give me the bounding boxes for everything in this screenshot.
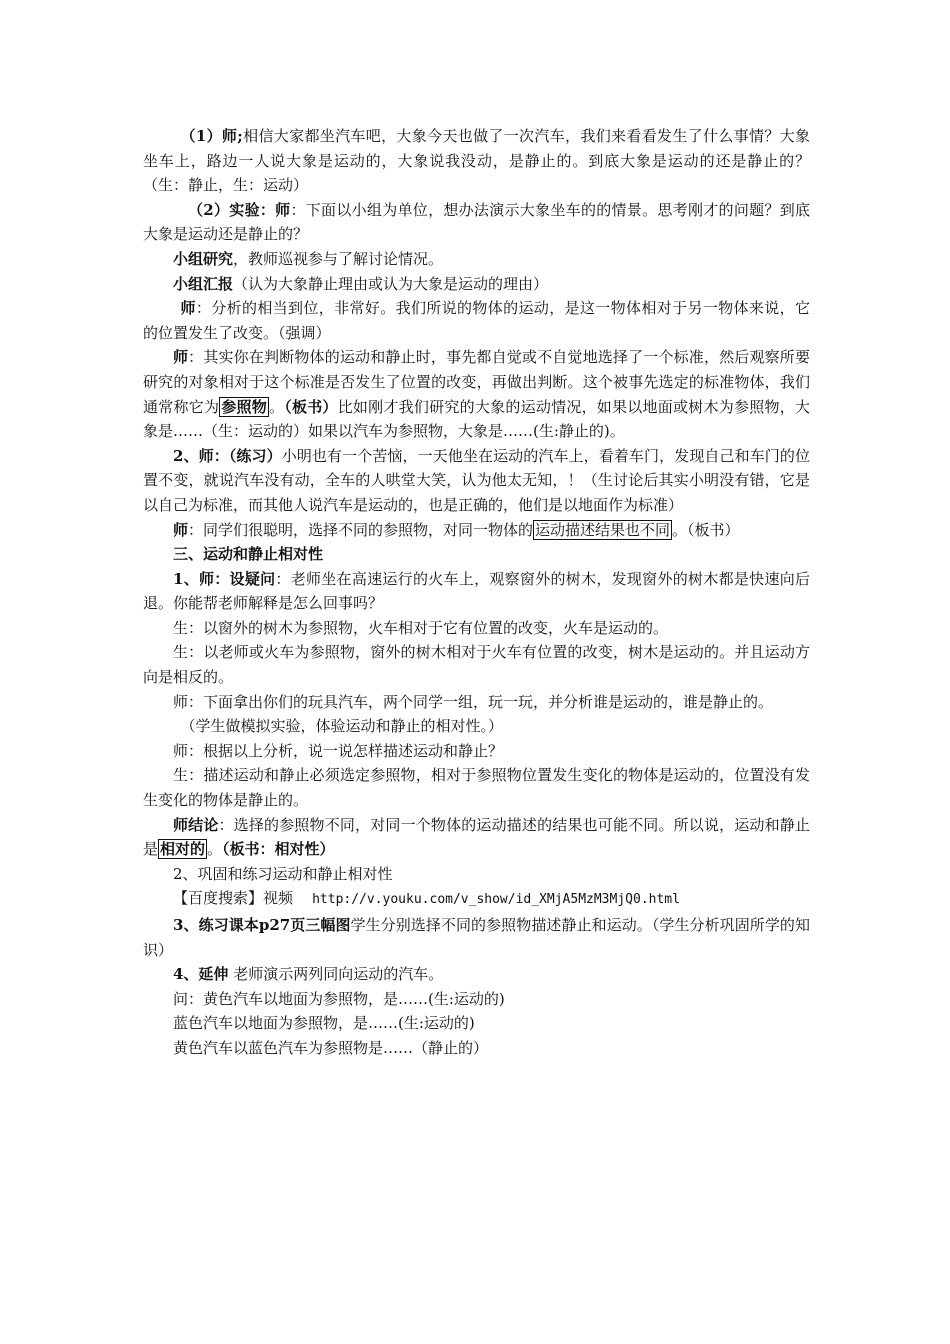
paragraph-text: ：老师坐在高速运行的火车上，观察窗外的树木，发现窗外的树木都是快速向后退。你能帮老师解释是怎么回事吗？ bbox=[143, 569, 810, 613]
section-heading bbox=[143, 542, 810, 567]
paragraph-text: 学生分别选择不同的参照物描述静止和运动。（学生分析巩固所学的知识） bbox=[143, 916, 810, 959]
paragraph-text: 。 bbox=[268, 397, 285, 416]
paragraph-group-report bbox=[143, 272, 810, 297]
paragraph-student-answer-1: 生：以窗外的树木为参照物，火车相对于它有位置的改变，火车是运动的。 bbox=[173, 618, 669, 637]
bold-label: 1、师：设疑问 bbox=[173, 569, 276, 588]
bold-label-practice: （练习） bbox=[228, 446, 282, 465]
paragraph-experiment bbox=[143, 198, 810, 247]
paragraph-question-yellow-car: 问：黄色汽车以地面为参照物，是……(生:运动的) bbox=[173, 989, 505, 1008]
paragraph-blue-car: 蓝色汽车以地面为参照物，是……(生:运动的) bbox=[173, 1014, 475, 1033]
bold-label: 师 bbox=[173, 520, 189, 539]
bold-label: 3、练习课本p27页三幅图 bbox=[173, 916, 351, 934]
bold-label: 师结论 bbox=[173, 815, 219, 834]
paragraph-text: 老师演示两列同向运动的汽车。 bbox=[228, 965, 444, 984]
bold-label: （1）师; bbox=[180, 127, 243, 145]
bold-label-board: （板书：相对性） bbox=[222, 840, 335, 859]
bold-label: （2）实验：师 bbox=[188, 200, 291, 219]
paragraph-text: 比如刚才我们研究的大象的运动情况，如果以地面或树木为参照物，大象是……（生：运动的）如果以汽车为参照物，大象是……(生:静止的)。 bbox=[143, 397, 810, 441]
bold-label: 2、师： bbox=[173, 446, 229, 465]
paragraph-consolidate: 2、巩固和练习运动和静止相对性 bbox=[173, 864, 393, 883]
paragraph-text: ：分析的相当到位，非常好。我们所说的物体的运动，是这一物体相对于另一物体来说，它的位置发生了改变。（强调） bbox=[143, 299, 810, 342]
paragraph-simulation: （学生做模拟实验，体验运动和静止的相对性。） bbox=[180, 717, 504, 736]
paragraph-question bbox=[143, 567, 810, 616]
paragraph-text: 。 bbox=[207, 840, 223, 859]
paragraph-teacher-analysis bbox=[143, 296, 810, 345]
paragraph-teacher-question: 师：根据以上分析，说一说怎样描述运动和静止？ bbox=[173, 741, 504, 760]
paragraph-reference-object bbox=[143, 345, 810, 443]
boxed-term-reference-object: 参照物 bbox=[221, 397, 267, 416]
boxed-term-result-differs: 运动描述结果也不同 bbox=[535, 520, 671, 539]
paragraph-extension bbox=[143, 962, 810, 987]
paragraph-text: ：下面以小组为单位，想办法演示大象坐车的的情景。思考刚才的问题？到底大象是运动还是静止的？ bbox=[143, 200, 810, 244]
paragraph-text: ，教师巡视参与了解讨论情况。 bbox=[233, 249, 444, 268]
paragraph-teacher-conclusion bbox=[143, 813, 810, 862]
paragraph-text: （认为大象静止理由或认为大象是运动的理由） bbox=[233, 274, 549, 293]
bold-label: 师 bbox=[180, 299, 196, 318]
paragraph-student-describe: 生：描述运动和静止必须选定参照物，相对于参照物位置发生变化的物体是运动的，位置没有发生变化的物体是静止的。 bbox=[143, 766, 810, 810]
bold-label: 小组研究 bbox=[173, 249, 234, 268]
boxed-term-relative: 相对的 bbox=[160, 840, 206, 859]
paragraph-student-answer-2: 生：以老师或火车为参照物，窗外的树木相对于火车有位置的改变，树木是运动的。并且运动方向是相反的。 bbox=[143, 643, 810, 687]
paragraph-text: ：其实你在判断物体的运动和静止时，事先都自觉或不自觉地选择了一个标准，然后观察所要研究的对象相对于这个标准是否发生了位置的改变，再做出判断。这个被事先选定的标准物体，我们通常称它为 bbox=[143, 348, 810, 416]
document-page bbox=[143, 124, 810, 1061]
paragraph-textbook-practice bbox=[143, 913, 810, 962]
bold-label: 师 bbox=[173, 348, 189, 367]
paragraph-text: ：选择的参照物不同，对同一个物体的运动描述的结果也可能不同。所以说，运动和静止是 bbox=[143, 815, 810, 859]
bold-label-board: （板书） bbox=[284, 397, 338, 416]
paragraph-text: 【百度搜索】视频 bbox=[173, 889, 294, 908]
paragraph-video-link bbox=[143, 886, 810, 913]
video-url-link[interactable]: http://v.youku.com/v_show/id_XMjA5MzM3MjQ0.html bbox=[312, 892, 680, 908]
paragraph-text: 。（板书） bbox=[672, 520, 740, 539]
bold-label: 4、延伸 bbox=[173, 965, 229, 984]
paragraph-yellow-vs-blue: 黄色汽车以蓝色汽车为参照物是……（静止的） bbox=[173, 1038, 489, 1057]
bold-label: 小组汇报 bbox=[173, 274, 234, 293]
paragraph-teacher-summary bbox=[143, 518, 810, 543]
paragraph-text: ：同学们很聪明，选择不同的参照物，对同一物体的 bbox=[188, 520, 534, 539]
paragraph-text: 小明也有一个苦恼，一天他坐在运动的汽车上，看着车门，发现自己和车门的位置不变，就说汽车没有动，全车的人哄堂大笑，认为他太无知，！（生讨论后其实小明没有错，它是以自己为标准，而其他人说汽车是运动的，也是正确的，他们是以地面作为标准） bbox=[143, 446, 810, 514]
paragraph-practice-xiaoming bbox=[143, 444, 810, 518]
paragraph-teacher-toy-car: 师：下面拿出你们的玩具汽车，两个同学一组，玩一玩，并分析谁是运动的，谁是静止的。 bbox=[173, 692, 774, 711]
paragraph-text: 相信大家都坐汽车吧，大象今天也做了一次汽车，我们来看看发生了什么事情？大象坐车上，路边一人说大象是运动的，大象说我没动，是静止的。到底大象是运动的还是静止的？（生：静止，生：运动） bbox=[143, 127, 810, 195]
paragraph-group-research bbox=[143, 247, 810, 272]
paragraph-teacher-intro bbox=[143, 124, 810, 198]
section-title: 三、运动和静止相对性 bbox=[173, 545, 324, 564]
